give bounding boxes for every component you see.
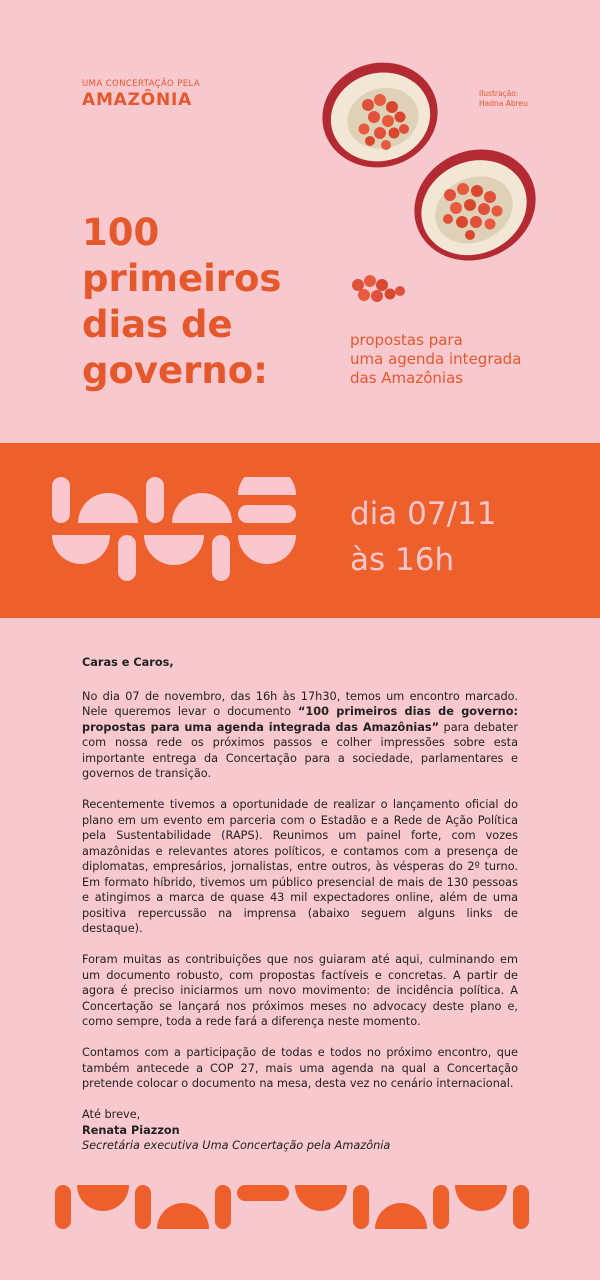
page-subtitle — [350, 331, 560, 388]
paragraph: Contamos com a participação de todas e todos no próximo encontro, que também antecede a COP 27, mais uma agenda na qual a Concertação pretende colocar o documento na mesa, desta vez no cenário internacional. — [82, 1046, 518, 1090]
title-line: primeiros — [82, 257, 282, 300]
title-line: governo: — [82, 349, 268, 392]
document-title: “100 primeiros dias de governo: propostas para uma agenda integrada das Amazônias” — [82, 705, 518, 734]
footer-pattern-graphic — [55, 1185, 545, 1233]
annatto-seeds — [352, 275, 405, 302]
greeting — [82, 655, 518, 671]
event-day: dia 07/11 — [350, 496, 497, 532]
letter-body — [82, 655, 518, 1154]
logo-wordmark: AMAZÔNIA — [82, 90, 193, 110]
credit-label: Ilustração: — [479, 89, 519, 98]
paragraph: Foram muitas as contribuições que nos guiaram até aqui, culminando em um documento robusto, com propostas factíveis e concretas. A partir de agora é preciso iniciarmos um novo movimento: de incidência política. A Concertação se lançará nos próximos meses no advocacy deste plano e, como sempre, toda a rede fará a diferença neste momento. — [82, 953, 518, 1028]
title-line: 100 — [82, 211, 160, 254]
annatto-pod-top — [311, 50, 450, 180]
annatto-fruit-illustration — [300, 45, 550, 315]
credit-name: Hadna Abreu — [479, 99, 528, 108]
subtitle-line: propostas para — [350, 331, 463, 349]
paragraph-text: para debater com nossa rede os próximos passos e colher impressões sobre esta importante entrega da Concertação para a sociedade, parlamentares e governos de transição. — [82, 720, 518, 780]
greeting-text: Caras e Caros, — [82, 656, 174, 669]
event-time: às 16h — [350, 542, 455, 578]
signer-role — [82, 1138, 518, 1154]
title-line: dias de — [82, 303, 233, 346]
annatto-pod-bottom — [396, 130, 550, 280]
closing: Até breve, — [82, 1108, 141, 1121]
geometric-pattern-graphic — [52, 477, 302, 582]
page-title — [82, 210, 332, 394]
event-banner — [0, 443, 600, 618]
event-date — [350, 491, 496, 583]
signer-role-text: Secretária executiva Uma Concertação pela Amazônia — [82, 1139, 391, 1152]
illustration-credit — [479, 89, 528, 109]
hero-section — [0, 0, 600, 440]
paragraph — [82, 689, 518, 782]
subtitle-line: uma agenda integrada — [350, 350, 522, 368]
paragraph: Recentemente tivemos a oportunidade de realizar o lançamento oficial do plano em um evento em parceria com o Estadão e a Rede de Ação Política pela Sustentabilidade (RAPS). Reunimos um painel forte, com vozes amazônidas e relevantes atores políticos, e contamos com a presença de diplomatas, empresários, jornalistas, entre outros, às vésperas do 2º turno. Em formato híbrido, tivemos um público presencial de mais de 130 pessoas e atingimos a marca de quase 43 mil expectadores online, além de uma positiva repercussão na imprensa (abaixo seguem alguns links de destaque). — [82, 798, 518, 935]
signer-name — [82, 1123, 518, 1139]
logo-tagline: UMA CONCERTAÇÃO PELA — [82, 79, 201, 89]
paragraph-text: No dia 07 de novembro, das 16h às 17h30, temos um encontro marcado. Nele queremos levar o documento — [82, 689, 518, 718]
subtitle-line: das Amazônias — [350, 369, 464, 387]
signer-name-text: Renata Piazzon — [82, 1123, 180, 1137]
